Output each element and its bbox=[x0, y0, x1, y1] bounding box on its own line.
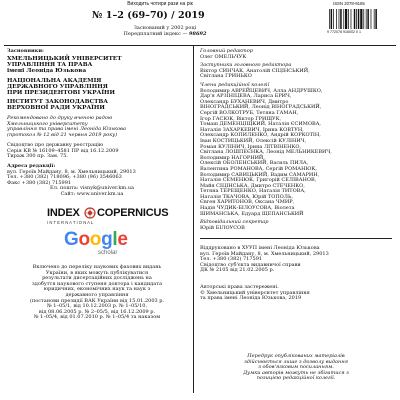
barcode-bar bbox=[354, 9, 356, 29]
inclusion-line: № 1–05/4, від 01.07.2010 р. № 1–05/4 та наказом bbox=[33, 314, 161, 321]
barcode-bar bbox=[345, 9, 347, 29]
board-line: Володимир НАГОРНИЙ, bbox=[200, 154, 265, 161]
barcode-bar bbox=[360, 9, 362, 29]
inclusion-line: (постанови президії ВАК України від 15.01.2003 р. bbox=[29, 297, 165, 304]
printing-line: ДК № 2105 від 21.02.2005 р. bbox=[200, 267, 275, 274]
deputies-line: Світлана ГРИНЬКО bbox=[200, 73, 252, 80]
address-line: Тел. +380 (382) 718096; +380 (96) 3546063 bbox=[7, 174, 122, 181]
index-copernicus-emblem-icon bbox=[84, 207, 96, 219]
board-title: Члени редакційної колегії bbox=[200, 82, 270, 88]
board-line: Надія ЧУДИК-БІЛОУСОВА, Віолета bbox=[200, 205, 295, 212]
barcode-bar bbox=[333, 9, 334, 29]
barcode-image bbox=[327, 8, 397, 30]
secretary-title: Відповідальний секретар bbox=[200, 219, 269, 225]
founders-list bbox=[7, 56, 122, 112]
registration-line: Свідоцтво про державну реєстрацію bbox=[7, 142, 104, 148]
board-line: ШИМАНСЬКА, Едуард ЩЕПАНСЬКИЙ bbox=[200, 210, 304, 217]
copyright-line: та права імені Леоніда Юзькова, 2019 bbox=[200, 295, 302, 302]
recommendation-line: Рекомендовано до друку вченою радою bbox=[7, 115, 113, 121]
deputies-block bbox=[200, 63, 310, 80]
right-divider bbox=[200, 238, 392, 239]
index-logo-right: COPERNICUS bbox=[97, 207, 169, 219]
recommendation-line: Хмельницького університету bbox=[7, 120, 88, 127]
deputies-title: Заступники головного редактора bbox=[200, 62, 292, 68]
index-copernicus-logo bbox=[47, 206, 169, 225]
board-line: Майя СІЦІНСЬКА, Дмитро СТЕЧЕНКО, bbox=[200, 182, 305, 189]
board-line: Наталія СЕМЕНЮК, Григорій СЕЛІВАНОВ, bbox=[200, 177, 317, 184]
printing-line: Тел. +380 (382) 717591 bbox=[200, 256, 263, 263]
index-logo-sub: I N T E R N A T I O N A L bbox=[47, 220, 94, 225]
barcode-bar bbox=[339, 9, 340, 29]
google-logo-letter: G bbox=[64, 229, 79, 250]
reprint-disclaimer bbox=[200, 354, 392, 382]
founded-year: Заснований у 2002 році bbox=[133, 25, 197, 31]
barcode-bar bbox=[336, 9, 337, 29]
inclusion-line: Включено до переліку наукових фахових видань bbox=[32, 264, 162, 270]
editor-name: Олег ОМЕЛЬЧУК bbox=[200, 53, 247, 60]
founder-line: УПРАВЛІННЯ ТА ПРАВА bbox=[7, 62, 93, 69]
barcode-bar bbox=[367, 9, 369, 29]
board-line: Наталія ЗАХАРКЕВИЧ, Ірина КОВТУН, bbox=[200, 126, 304, 133]
google-logo-letter: o bbox=[78, 229, 90, 250]
google-logo-letter: g bbox=[101, 229, 113, 250]
printing-line: Свідоцтво суб'єкта видавничої справи bbox=[200, 261, 301, 268]
barcode-digits: 9 772078 916002 0 1 bbox=[327, 30, 361, 34]
barcode-bar bbox=[329, 9, 330, 29]
disclaimer-line: Думки авторів можуть не збігатися з bbox=[243, 369, 349, 376]
recommendation-line: (протокол № 12 від 21 червня 2019 року) bbox=[7, 131, 118, 138]
address-website: Сайт: www.univer.km.ua bbox=[60, 190, 124, 197]
inclusion-line: здобуття наукового ступеня доктора і кандидата bbox=[32, 280, 162, 287]
board-line: Іван КОСТИЦЬКИЙ, Олексій КУЛІНИЧ, bbox=[200, 137, 307, 144]
column-divider bbox=[193, 45, 194, 393]
inclusion-line: результати дисертаційних досліджень на bbox=[42, 275, 152, 282]
board-line: Наталія ТКАЧОВА, Юрій ТОПОЛЬ, bbox=[200, 193, 293, 200]
founders-title: Засновники: bbox=[7, 48, 44, 54]
google-logo-sub: scholar bbox=[98, 250, 118, 256]
secretary-block bbox=[200, 220, 268, 231]
editor-block bbox=[200, 49, 253, 60]
board-line: Олександр КОПИЛЕНКО, Андрій КОРКОТІН, bbox=[200, 132, 321, 139]
founder-line: імені Леоніда Юзькова bbox=[7, 68, 87, 75]
editorial-address-block bbox=[7, 164, 177, 198]
board-line: Володимир АВРЕЙЦЕВИЧ, Алла АНДРУШКО, bbox=[200, 87, 323, 94]
founder-line: ВЕРХОВНОЇ РАДИ УКРАЇНИ bbox=[7, 105, 105, 112]
barcode-bar bbox=[356, 9, 357, 29]
barcode-bar bbox=[343, 9, 344, 29]
subscription-index-line bbox=[80, 32, 250, 38]
barcode-bar bbox=[375, 9, 377, 29]
google-scholar-logo bbox=[64, 230, 134, 256]
address-line: Факс +380 (382) 715991 bbox=[7, 179, 72, 186]
board-line: Роман КУЛІНИЧ, Ірина ЛІТВІНЕНКО, bbox=[200, 143, 302, 150]
disclaimer-line: позицією редакційної колегії. bbox=[256, 375, 336, 382]
board-line: Сергій ВОЛКОТРУБ, Тетяна ГАМАН, bbox=[200, 109, 299, 116]
registration-line: Серія КВ № 16109–4581 ПР від 16.12.2009 bbox=[7, 147, 119, 154]
subscription-label: Передплатний індекс — bbox=[123, 31, 188, 37]
founder-line: ХМЕЛЬНИЦЬКИЙ УНІВЕРСИТЕТ bbox=[7, 56, 122, 62]
google-logo-letter: l bbox=[112, 229, 118, 250]
disclaimer-line: Передрук опублікованих матеріалів bbox=[247, 353, 345, 359]
founder-line: НАЦІОНАЛЬНА АКАДЕМІЯ bbox=[7, 77, 102, 84]
deputies-line: Віктор СИНЧАК, Анатолій СІЦІНСЬКИЙ, bbox=[200, 67, 310, 74]
header-divider bbox=[4, 45, 396, 46]
board-line: Валентина РОМАНОВА, Сергій РОМАНЮК, bbox=[200, 165, 317, 172]
board-line: Олексій ОБОЛЕНСЬКИЙ, Василь ПИЛА, bbox=[200, 160, 309, 167]
address-line: вул. Героїв Майдану, 8, м. Хмельницький, 29013 bbox=[7, 168, 136, 175]
secretary-name: Юрій БІЛОУСОВ bbox=[200, 224, 245, 231]
issn-number: ISSN 2078-9165 bbox=[333, 1, 365, 6]
barcode-bar bbox=[340, 9, 342, 29]
board-line: Володимир САВИЦЬКИЙ, Вадим САМАРИН, bbox=[200, 171, 320, 178]
issue-number: № 1–2 (69–70) / 2019 bbox=[92, 10, 205, 21]
address-email: Ел. пошта: visnyk@univer.km.ua bbox=[50, 185, 134, 192]
board-line: Ігор ГАСЮК, Віктор ГРИЩУК, bbox=[200, 115, 282, 122]
disclaimer-line: здійснюється лише з дозволу видання bbox=[244, 358, 348, 365]
google-logo-letter: e bbox=[117, 229, 128, 250]
registration-block bbox=[7, 143, 119, 160]
recommendation-line: управління та права імені Леоніда Юзькова bbox=[7, 126, 126, 133]
recommendation-block bbox=[7, 116, 126, 138]
inclusion-notice bbox=[4, 265, 190, 321]
copyright-line: © Хмельницький університет управління bbox=[200, 289, 310, 296]
index-logo-left: INDEX bbox=[47, 207, 80, 219]
google-logo-text bbox=[64, 230, 134, 250]
editorial-board-block bbox=[200, 83, 332, 217]
barcode-bar bbox=[331, 9, 333, 29]
board-line: Олександр БУХАНЕВИЧ, Дмитро bbox=[200, 98, 289, 105]
barcode-bar bbox=[363, 9, 364, 29]
board-line: Євген ХАРИТОНОВ, Оксана ЧМИР, bbox=[200, 199, 295, 206]
inclusion-line: від 08.06.2005 р. № 2–05/5, від 16.12.2009 р. bbox=[38, 308, 156, 315]
founder-line: ПРИ ПРЕЗИДЕНТОВІ УКРАЇНИ bbox=[7, 90, 116, 97]
printing-line: Віддруковано в ХУУП імені Леоніда Юзькова bbox=[200, 245, 320, 251]
founder-line: ДЕРЖАВНОГО УПРАВЛІННЯ bbox=[7, 83, 108, 90]
barcode-bar bbox=[371, 9, 372, 29]
printing-line: вул. Героїв Майдану, 8, м. Хмельницький, 29013 bbox=[200, 250, 329, 257]
board-line: Томаш ДЕМЕНЦІЩКИЙ, Наталія ЄСИМОВА, bbox=[200, 121, 321, 128]
publication-frequency: Виходить чотири рази на рік bbox=[127, 1, 193, 7]
printing-house-block bbox=[200, 246, 329, 274]
inclusion-line: юридичних, економічних наук та наук з bbox=[43, 286, 151, 293]
copyright-title: Авторські права застережені. bbox=[200, 284, 279, 290]
board-line: Світлана ЛОШПЕЄНКА, Леонід МЕЛЬНИКЕВИЧ, bbox=[200, 149, 332, 156]
google-logo-letter: o bbox=[89, 229, 102, 250]
disclaimer-line: з обов'язковим посиланням. bbox=[258, 364, 334, 371]
inclusion-line: державного управління bbox=[65, 291, 129, 298]
editor-title: Головний редактор bbox=[200, 48, 253, 54]
inclusion-line: України, в яких можуть публікуватися bbox=[45, 269, 149, 276]
barcode-bar bbox=[358, 9, 360, 29]
barcode-bar bbox=[366, 9, 367, 29]
board-line: ВІНОГРАДСЬКИЙ, Леонід ВІНОГРАДСЬКИЙ, bbox=[200, 104, 322, 111]
board-line: Дар'я АРЗІНІЦЕВА, Лариса БРИЧ, bbox=[200, 93, 292, 100]
barcode-bar bbox=[348, 9, 349, 29]
subscription-index: 98692 bbox=[189, 31, 207, 37]
registration-line: Тираж 300 пр. Зам. 75. bbox=[7, 153, 68, 160]
copyright-block bbox=[200, 285, 310, 302]
inclusion-line: № 1–05/1, від 10.12.2003 р. № 1–05/10, bbox=[46, 303, 148, 310]
barcode-bar bbox=[374, 9, 375, 29]
founder-line: ІНСТИТУТ ЗАКОНОДАВСТВА bbox=[7, 99, 109, 106]
address-title: Адреса редакції: bbox=[7, 163, 56, 169]
barcode-bar bbox=[351, 9, 352, 29]
board-line: Тетяна ТЕРЕЩЕНКО, Наталія ТИТОВА, bbox=[200, 188, 306, 195]
